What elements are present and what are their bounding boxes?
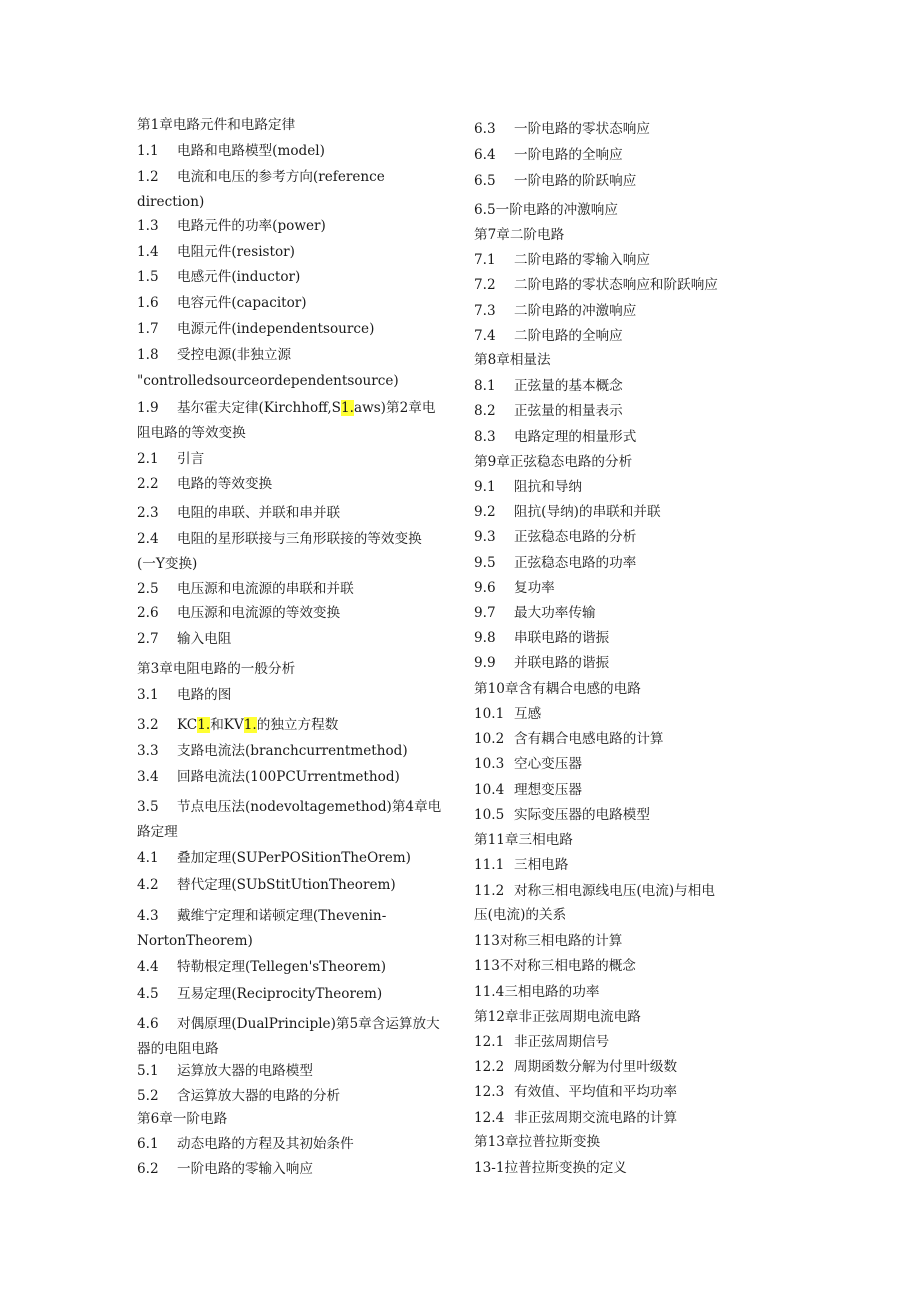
toc-entry-text: 周期函数分解为付里叶级数: [514, 1059, 678, 1075]
toc-entry-text: 支路电流法(branchcurrentmethod): [177, 743, 408, 759]
toc-line: [137, 686, 231, 704]
toc-line: [474, 276, 718, 294]
toc-entry-text: 并联电路的谐振: [514, 655, 610, 671]
toc-entry-text: 对偶原理(DualPrinciple)第5章含运算放大: [177, 1016, 440, 1032]
toc-entry-text: 空心变压器: [514, 756, 582, 772]
toc-entry-text: 一阶电路的阶跃响应: [514, 173, 637, 189]
toc-entry-text: 电路和电路模型(model): [177, 143, 325, 159]
toc-entry-number: 4.3: [137, 908, 159, 924]
toc-entry-number: 2.5: [137, 581, 159, 597]
toc-line: [474, 172, 636, 190]
toc-line: [474, 1109, 677, 1127]
toc-line: [137, 849, 411, 867]
toc-line: [137, 294, 307, 312]
toc-entry-text: 一阶电路的全响应: [514, 147, 623, 163]
toc-entry-text: 路定理: [137, 824, 178, 840]
toc-entry-number: 1.5: [137, 269, 159, 285]
toc-entry-text: 非正弦周期信号: [514, 1034, 610, 1050]
toc-line: [474, 831, 573, 849]
toc-entry-text: 含有耦合电感电路的计算: [514, 731, 664, 747]
toc-entry-text: 电路定理的相量形式: [514, 429, 637, 445]
toc-entry-number: 2.3: [137, 505, 159, 521]
toc-line: [137, 742, 408, 760]
toc-entry-number: 11.1: [474, 857, 505, 873]
toc-line: [474, 579, 555, 597]
toc-line: [474, 226, 564, 244]
toc-entry-text: 二阶电路的零状态响应和阶跃响应: [514, 277, 718, 293]
toc-line: [474, 629, 609, 647]
toc-entry-number: 10.3: [474, 756, 505, 772]
toc-line: [474, 654, 609, 672]
toc-entry-text: 回路电流法(100PCUrrentmethod): [177, 769, 400, 785]
toc-line: [474, 453, 632, 471]
toc-entry-text: 113不对称三相电路的概念: [474, 958, 636, 974]
toc-entry-number: 7.1: [474, 252, 496, 268]
toc-line: [474, 1159, 627, 1177]
toc-entry-text: 的独立方程数: [256, 717, 339, 733]
toc-entry-text: 复功率: [514, 580, 555, 596]
toc-line: [474, 503, 661, 521]
toc-entry-number: 1.4: [137, 244, 159, 260]
toc-line: [137, 320, 374, 338]
toc-entry-number: 9.8: [474, 630, 496, 646]
toc-entry-text: 理想变压器: [514, 782, 582, 798]
highlight-mark: 1.: [197, 717, 211, 733]
toc-entry-text: 电路的等效变换: [177, 476, 273, 492]
toc-entry-number: 5.1: [137, 1063, 159, 1079]
toc-entry-text: 叠加定理(SUPerPOSitionTheOrem): [177, 850, 411, 866]
toc-entry-text: 和KV: [210, 717, 244, 733]
toc-entry-text: 6.5一阶电路的冲激响应: [474, 202, 618, 218]
toc-line: [474, 528, 636, 546]
toc-line: [137, 530, 422, 548]
toc-line: [137, 268, 300, 286]
toc-entry-text: 电路元件的功率(power): [177, 218, 326, 234]
toc-entry-text: 第11章三相电路: [474, 832, 573, 848]
toc-line: [137, 907, 386, 925]
toc-entry-number: 7.3: [474, 303, 496, 319]
toc-entry-number: 4.4: [137, 959, 159, 975]
toc-entry-number: 11.2: [474, 883, 505, 899]
toc-line: [474, 755, 582, 773]
toc-line: [137, 372, 399, 390]
toc-line: [474, 146, 623, 164]
toc-entry-text: 动态电路的方程及其初始条件: [177, 1136, 354, 1152]
toc-line: [137, 116, 295, 134]
toc-entry-text: 第10章含有耦合电感的电路: [474, 681, 641, 697]
toc-entry-text: 引言: [177, 451, 205, 467]
toc-entry-text: 第9章正弦稳态电路的分析: [474, 454, 633, 470]
toc-line: [474, 983, 599, 1001]
toc-entry-number: 1.6: [137, 295, 159, 311]
toc-entry-number: 6.4: [474, 147, 496, 163]
toc-line: [474, 251, 650, 269]
toc-line: [137, 630, 231, 648]
toc-line: [137, 798, 441, 816]
toc-entry-number: 6.2: [137, 1161, 159, 1177]
toc-entry-text: 电源元件(independentsource): [177, 321, 375, 337]
toc-line: [474, 906, 566, 924]
toc-entry-number: 4.2: [137, 877, 159, 893]
toc-line: [137, 217, 326, 235]
toc-entry-text: 一阶电路的零状态响应: [514, 121, 650, 137]
toc-entry-text: 阻抗和导纳: [514, 479, 582, 495]
toc-entry-number: 6.1: [137, 1136, 159, 1152]
toc-line: [474, 730, 664, 748]
toc-entry-text: 电路的图: [177, 687, 232, 703]
toc-entry-text: 11.4三相电路的功率: [474, 984, 600, 1000]
toc-entry-number: 12.4: [474, 1110, 505, 1126]
toc-entry-text: 二阶电路的全响应: [514, 328, 623, 344]
toc-entry-text: 最大功率传输: [514, 605, 596, 621]
toc-entry-text: 电阻的串联、并联和串并联: [177, 505, 341, 521]
toc-entry-number: 2.1: [137, 451, 159, 467]
toc-entry-text: 第7章二阶电路: [474, 227, 565, 243]
toc-entry-number: 6.3: [474, 121, 496, 137]
toc-entry-text: 电容元件(capacitor): [177, 295, 307, 311]
toc-line: [474, 478, 582, 496]
toc-entry-number: 1.2: [137, 169, 159, 185]
toc-entry-text: 阻电路的等效变换: [137, 425, 246, 441]
toc-entry-text: "controlledsourceordependentsource): [137, 373, 399, 389]
toc-line: [474, 1008, 641, 1026]
toc-line: [137, 660, 295, 678]
toc-line: [137, 1087, 340, 1105]
toc-line: [137, 1062, 313, 1080]
toc-entry-text: 第8章相量法: [474, 352, 551, 368]
toc-line: [474, 1133, 600, 1151]
toc-entry-text: 非正弦周期交流电路的计算: [514, 1110, 678, 1126]
toc-line: [137, 475, 272, 493]
toc-entry-text: 含运算放大器的电路的分析: [177, 1088, 341, 1104]
toc-entry-text: 互易定理(ReciprocityTheorem): [177, 986, 383, 1002]
toc-entry-text: 二阶电路的冲激响应: [514, 303, 637, 319]
toc-line: [474, 377, 623, 395]
toc-entry-text: KC: [177, 717, 198, 733]
toc-entry-number: 9.9: [474, 655, 496, 671]
toc-entry-text: 电压源和电流源的串联和并联: [177, 581, 354, 597]
toc-entry-text: 二阶电路的零输入响应: [514, 252, 650, 268]
toc-entry-text: 第3章电阻电路的一般分析: [137, 661, 296, 677]
toc-entry-number: 1.9: [137, 400, 159, 416]
toc-entry-number: 2.7: [137, 631, 159, 647]
toc-line: [137, 1135, 354, 1153]
toc-entry-number: 1.7: [137, 321, 159, 337]
toc-entry-number: 9.1: [474, 479, 496, 495]
toc-entry-text: 替代定理(SUbStitUtionTheorem): [177, 877, 396, 893]
toc-entry-text: 基尔霍夫定律(Kirchhoff,S: [177, 400, 341, 416]
toc-entry-text: 对称三相电源线电压(电流)与相电: [514, 883, 715, 899]
toc-entry-number: 1.1: [137, 143, 159, 159]
toc-line: [474, 680, 641, 698]
toc-entry-number: 10.5: [474, 807, 505, 823]
toc-line: [474, 856, 568, 874]
toc-entry-text: 电流和电压的参考方向(reference: [177, 169, 385, 185]
toc-entry-number: 9.2: [474, 504, 496, 520]
toc-entry-text: 阻抗(导纳)的串联和并联: [514, 504, 661, 520]
toc-entry-text: 节点电压法(nodevoltagemethod)第4章电: [177, 799, 442, 815]
toc-entry-number: 4.5: [137, 986, 159, 1002]
toc-entry-text: 运算放大器的电路模型: [177, 1063, 313, 1079]
toc-entry-number: 4.1: [137, 850, 159, 866]
toc-entry-number: 10.2: [474, 731, 505, 747]
toc-entry-number: 12.1: [474, 1034, 505, 1050]
toc-entry-number: 2.4: [137, 531, 159, 547]
toc-line: [474, 705, 541, 723]
toc-entry-number: 9.3: [474, 529, 496, 545]
toc-line: [474, 554, 636, 572]
toc-entry-text: 实际变压器的电路模型: [514, 807, 650, 823]
toc-entry-text: 正弦稳态电路的功率: [514, 555, 637, 571]
toc-line: [474, 428, 636, 446]
toc-entry-text: 第12章非正弦周期电流电路: [474, 1009, 641, 1025]
toc-line: [137, 1015, 440, 1033]
toc-line: [137, 876, 396, 894]
toc-entry-number: 4.6: [137, 1016, 159, 1032]
toc-line: [474, 402, 623, 420]
toc-line: [474, 351, 551, 369]
toc-entry-number: 3.4: [137, 769, 159, 785]
toc-entry-text: 互感: [514, 706, 542, 722]
toc-line: [137, 193, 204, 211]
toc-line: [137, 168, 385, 186]
toc-entry-text: aws)第2章电: [353, 400, 436, 416]
toc-entry-text: 电阻的星形联接与三角形联接的等效变换: [177, 531, 422, 547]
toc-line: [137, 142, 325, 160]
toc-entry-number: 8.1: [474, 378, 496, 394]
toc-line: [137, 504, 340, 522]
toc-entry-number: 10.1: [474, 706, 505, 722]
toc-entry-text: 第1章电路元件和电路定律: [137, 117, 296, 133]
toc-entry-number: 3.2: [137, 717, 159, 733]
toc-entry-text: 特勒根定理(Tellegen'sTheorem): [177, 959, 387, 975]
toc-entry-text: 串联电路的谐振: [514, 630, 610, 646]
toc-entry-text: 电阻元件(resistor): [177, 244, 295, 260]
toc-entry-number: 2.2: [137, 476, 159, 492]
toc-line: [137, 346, 291, 364]
toc-line: [474, 932, 622, 950]
toc-line: [474, 1033, 609, 1051]
toc-entry-text: 电压源和电流源的等效变换: [177, 605, 341, 621]
toc-line: [474, 604, 596, 622]
toc-entry-text: 戴维宁定理和诺顿定理(Thevenin-: [177, 908, 387, 924]
toc-entry-text: 有效值、平均值和平均功率: [514, 1084, 678, 1100]
toc-entry-text: 113对称三相电路的计算: [474, 933, 623, 949]
toc-entry-number: 3.3: [137, 743, 159, 759]
toc-line: [474, 120, 650, 138]
toc-line: [474, 327, 623, 345]
toc-line: [137, 716, 338, 734]
toc-entry-number: 1.3: [137, 218, 159, 234]
toc-line: [137, 985, 382, 1003]
toc-entry-number: 8.2: [474, 403, 496, 419]
toc-entry-number: 9.6: [474, 580, 496, 596]
toc-entry-number: 6.5: [474, 173, 496, 189]
toc-line: [137, 604, 340, 622]
toc-line: [137, 958, 386, 976]
toc-line: [474, 806, 650, 824]
toc-entry-text: 正弦稳态电路的分析: [514, 529, 637, 545]
toc-entry-text: 压(电流)的关系: [474, 907, 567, 923]
toc-line: [474, 781, 582, 799]
toc-entry-number: 2.6: [137, 605, 159, 621]
toc-entry-text: 输入电阻: [177, 631, 232, 647]
toc-entry-text: 三相电路: [514, 857, 569, 873]
toc-line: [474, 1058, 677, 1076]
toc-entry-number: 10.4: [474, 782, 505, 798]
toc-line: [137, 768, 400, 786]
toc-line: [474, 302, 636, 320]
toc-entry-text: 电感元件(inductor): [177, 269, 301, 285]
toc-entry-text: (一Y变换): [137, 556, 198, 572]
toc-line: [474, 882, 715, 900]
toc-entry-text: 受控电源(非独立源: [177, 347, 292, 363]
toc-line: [137, 580, 354, 598]
toc-entry-number: 5.2: [137, 1088, 159, 1104]
toc-entry-text: NortonTheorem): [137, 933, 253, 949]
toc-line: [137, 555, 197, 573]
toc-entry-number: 7.4: [474, 328, 496, 344]
toc-line: [474, 957, 636, 975]
toc-entry-text: 第6章一阶电路: [137, 1111, 228, 1127]
toc-line: [474, 201, 618, 219]
toc-entry-text: 一阶电路的零输入响应: [177, 1161, 313, 1177]
toc-entry-text: 第13章拉普拉斯变换: [474, 1134, 601, 1150]
toc-line: [137, 424, 246, 442]
highlight-mark: 1.: [243, 717, 257, 733]
toc-line: [137, 1110, 227, 1128]
toc-entry-number: 3.1: [137, 687, 159, 703]
toc-line: [137, 450, 204, 468]
toc-entry-text: 正弦量的基本概念: [514, 378, 623, 394]
toc-entry-text: 正弦量的相量表示: [514, 403, 623, 419]
toc-entry-number: 7.2: [474, 277, 496, 293]
toc-line: [137, 1040, 219, 1058]
toc-entry-number: 12.3: [474, 1084, 505, 1100]
toc-line: [137, 1160, 313, 1178]
toc-entry-text: 13-1拉普拉斯变换的定义: [474, 1160, 627, 1176]
toc-entry-number: 12.2: [474, 1059, 505, 1075]
toc-entry-number: 9.5: [474, 555, 496, 571]
toc-line: [137, 823, 178, 841]
toc-entry-text: direction): [137, 194, 205, 210]
toc-line: [137, 243, 295, 261]
highlight-mark: 1.: [340, 400, 354, 416]
toc-entry-number: 1.8: [137, 347, 159, 363]
toc-line: [137, 399, 435, 417]
toc-entry-text: 器的电阻电路: [137, 1041, 219, 1057]
toc-line: [137, 932, 253, 950]
toc-line: [474, 1083, 677, 1101]
toc-entry-number: 8.3: [474, 429, 496, 445]
toc-entry-number: 3.5: [137, 799, 159, 815]
toc-entry-number: 9.7: [474, 605, 496, 621]
